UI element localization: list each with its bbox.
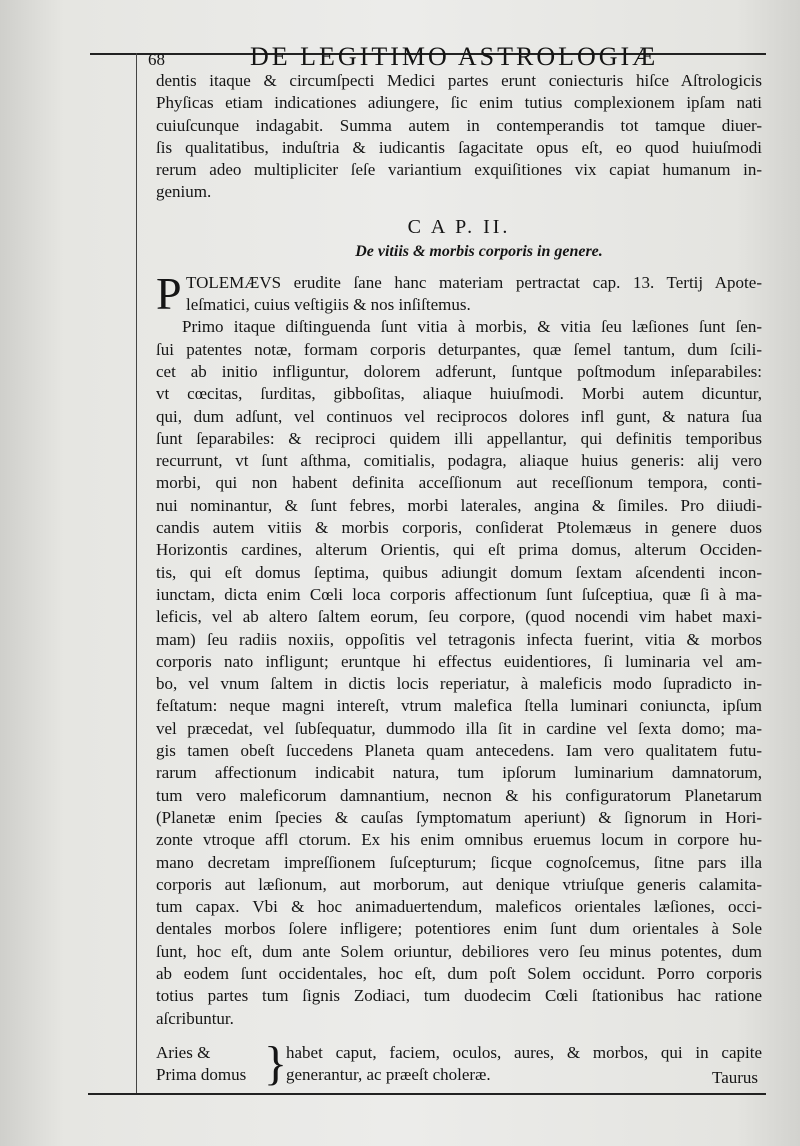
text-line: tum capax. Vbi & hoc animaduertendum, maleficos orientales læſiones, occi- bbox=[156, 897, 762, 917]
text-line: ſis qualitatibus, induſtria & iudicantis ſagacitate opus eſt, eo quod huiuſmodi bbox=[156, 137, 762, 157]
text-line: vt cœcitas, ſurditas, gibboſitas, aliaque huiuſmodi. Morbi autem dicuntur, bbox=[156, 384, 762, 404]
text-line: vel præcedat, vel ſubſequatur, dummodo illa ſit in cardine vel ſexta domo; ma- bbox=[156, 718, 762, 738]
brace-label-line: Prima domus bbox=[156, 1065, 247, 1085]
text-line: genium. bbox=[156, 182, 212, 202]
brace-label-line: Aries & bbox=[156, 1042, 211, 1062]
text-line: recurrunt, vt ſunt aſthma, comitialis, podagra, aliaque huius generis: alij vero bbox=[156, 451, 762, 471]
intro-paragraph bbox=[156, 70, 762, 204]
text-block bbox=[156, 70, 762, 1092]
text-line: cuiuſcunque indagabit. Summa autem in contemperandis tot tamque diuer- bbox=[156, 115, 762, 135]
text-line: leficis, vel ab altero ſaltem eorum, ſeu corpore, (quod nocendi vim habet maxi- bbox=[156, 607, 762, 627]
text-line: ſui patentes notæ, formam corporis deturpantes, quæ ſemel tantum, dum ſcili- bbox=[156, 339, 762, 359]
text-line: Primo itaque diſtinguenda ſunt vitia à morbis, & vitia ſeu læſiones ſunt ſen- bbox=[182, 317, 762, 337]
text-line: rerum adeo multipliciter ſeſe variantium exquiſitiones vix capiat humanum in- bbox=[156, 160, 762, 180]
chapter-subtitle: De vitiis & morbis corporis in genere. bbox=[355, 242, 603, 260]
text-line: mam) ſeu radiis noxiis, oppoſitis vel tetragonis infecta fuerint, vitia & morbos bbox=[156, 629, 762, 649]
text-line: corporis nato infligunt; eruntque hi effectus euidentiores, ſi luminaria vel am- bbox=[156, 651, 762, 671]
text-line: morbi, qui non habent definita acceſſionum aut receſſionum tempora, conti- bbox=[156, 473, 762, 493]
drop-cap: P bbox=[156, 267, 182, 319]
catchword: Taurus bbox=[712, 1068, 759, 1087]
text-line: tis, qui eſt domus ſeptima, quibus adiungit domum ſextam aſcendenti incon- bbox=[156, 562, 762, 582]
page-number: 68 bbox=[148, 50, 165, 69]
brace-label bbox=[156, 1042, 266, 1087]
brace-entry bbox=[156, 1036, 762, 1092]
text-line: rarum affectionum indicabit natura, tum ipſorum luminarium damnatorum, bbox=[156, 763, 762, 783]
page-header bbox=[140, 40, 762, 70]
body-paragraph bbox=[156, 316, 762, 1030]
text-line: gis tamen obeſt ſuccedens Planeta quam antecedens. Iam vero qualitatem futu- bbox=[156, 741, 762, 761]
text-line: generantur, ac præeſt choleræ. bbox=[286, 1065, 491, 1085]
text-line: aſcribuntur. bbox=[156, 1008, 234, 1028]
curly-brace-icon: } bbox=[264, 1036, 288, 1090]
text-line: ſunt ſeparabiles: & reciproci quidem illi appellantur, qui definitis temporibus bbox=[156, 428, 762, 448]
footer-rule bbox=[88, 1093, 766, 1095]
text-line: bo, vel vnum ſaltem in dictis locis reperiatur, à maleficis modo ſupradicto in- bbox=[156, 674, 762, 694]
text-line: dentis itaque & circumſpecti Medici partes erunt coniecturis hiſce Aſtrologicis bbox=[156, 71, 762, 90]
opening-paragraph bbox=[156, 267, 762, 319]
brace-description bbox=[286, 1042, 762, 1087]
text-line: (Planetæ enim ſpecies & cauſas ſymptomatum aperiunt) & ſignorum in Hori- bbox=[156, 807, 762, 827]
text-line: habet caput, faciem, oculos, aures, & morbos, qui in capite bbox=[286, 1042, 762, 1062]
text-line: feſtatum: neque magni intereſt, vtrum malefica ſtella luminari coniuncta, ipſum bbox=[156, 696, 762, 716]
text-line: zonte vtroque affl ctorum. Ex his enim omnibus eruemus locum in corpore hu- bbox=[156, 830, 762, 850]
chapter-title: C A P. II. bbox=[407, 215, 511, 238]
text-line: Phyſicas etiam indicationes adiungere, ſic enim tutius complexionem ipſam nati bbox=[156, 93, 762, 113]
text-line: nui nominantur, & ſunt febres, morbi laterales, angina & ſimiles. Pro diiudi- bbox=[156, 495, 762, 515]
text-line: tum vero maleficorum damnantium, necnon & his configuratorum Planetarum bbox=[156, 785, 762, 805]
text-line: totius partes tum ſignis Zodiaci, tum duodecim Cœli ſtationibus hac ratione bbox=[156, 986, 762, 1006]
text-line: leſmatici, cuius veſtigiis & nos inſiſtemus. bbox=[186, 295, 471, 315]
text-line: ab eodem ſunt occidentales, hoc eſt, dum poſt Solem occidunt. Porro corporis bbox=[156, 963, 762, 983]
text-line: Horizontis cardines, alterum Orientis, qui eſt prima domus, alterum Occiden- bbox=[156, 540, 762, 560]
running-head: DE LEGITIMO ASTROLOGIÆ bbox=[250, 42, 659, 71]
text-line: cet ab initio infliguntur, dolorem adferunt, ſuntque poſtmodum inſeparabiles: bbox=[156, 361, 762, 381]
text-line: mano decretam impreſſionem ſuſcepturum; ſicque cognoſcemus, ſitne pars illa bbox=[156, 852, 762, 872]
text-line: corporis aut læſionum, aut morborum, aut denique vtriuſque generis calamita- bbox=[156, 874, 762, 894]
text-line: iunctam, dicta enim Cœli loca corporis affectionum ſunt ſuſceptiua, quæ ſi à ma- bbox=[156, 584, 762, 604]
text-line: candis autem vitiis & morbis corporis, conſiderat Ptolemæus in genere duos bbox=[156, 518, 762, 538]
text-line: TOLEMÆVS erudite ſane hanc materiam pertractat cap. 13. Tertij Apote- bbox=[186, 272, 762, 292]
margin-rule bbox=[136, 53, 137, 1093]
text-line: ſunt, hoc eſt, dum ante Solem oriuntur, debiliores vero ſeu minus potentes, dum bbox=[156, 941, 762, 961]
text-line: qui, dum adſunt, vel continuos vel reciprocos dolores infl gunt, & natura ſua bbox=[156, 406, 762, 426]
text-line: dentales morbos ſolere infligere; potentiores enim ſunt dum orientales à Sole bbox=[156, 919, 762, 939]
